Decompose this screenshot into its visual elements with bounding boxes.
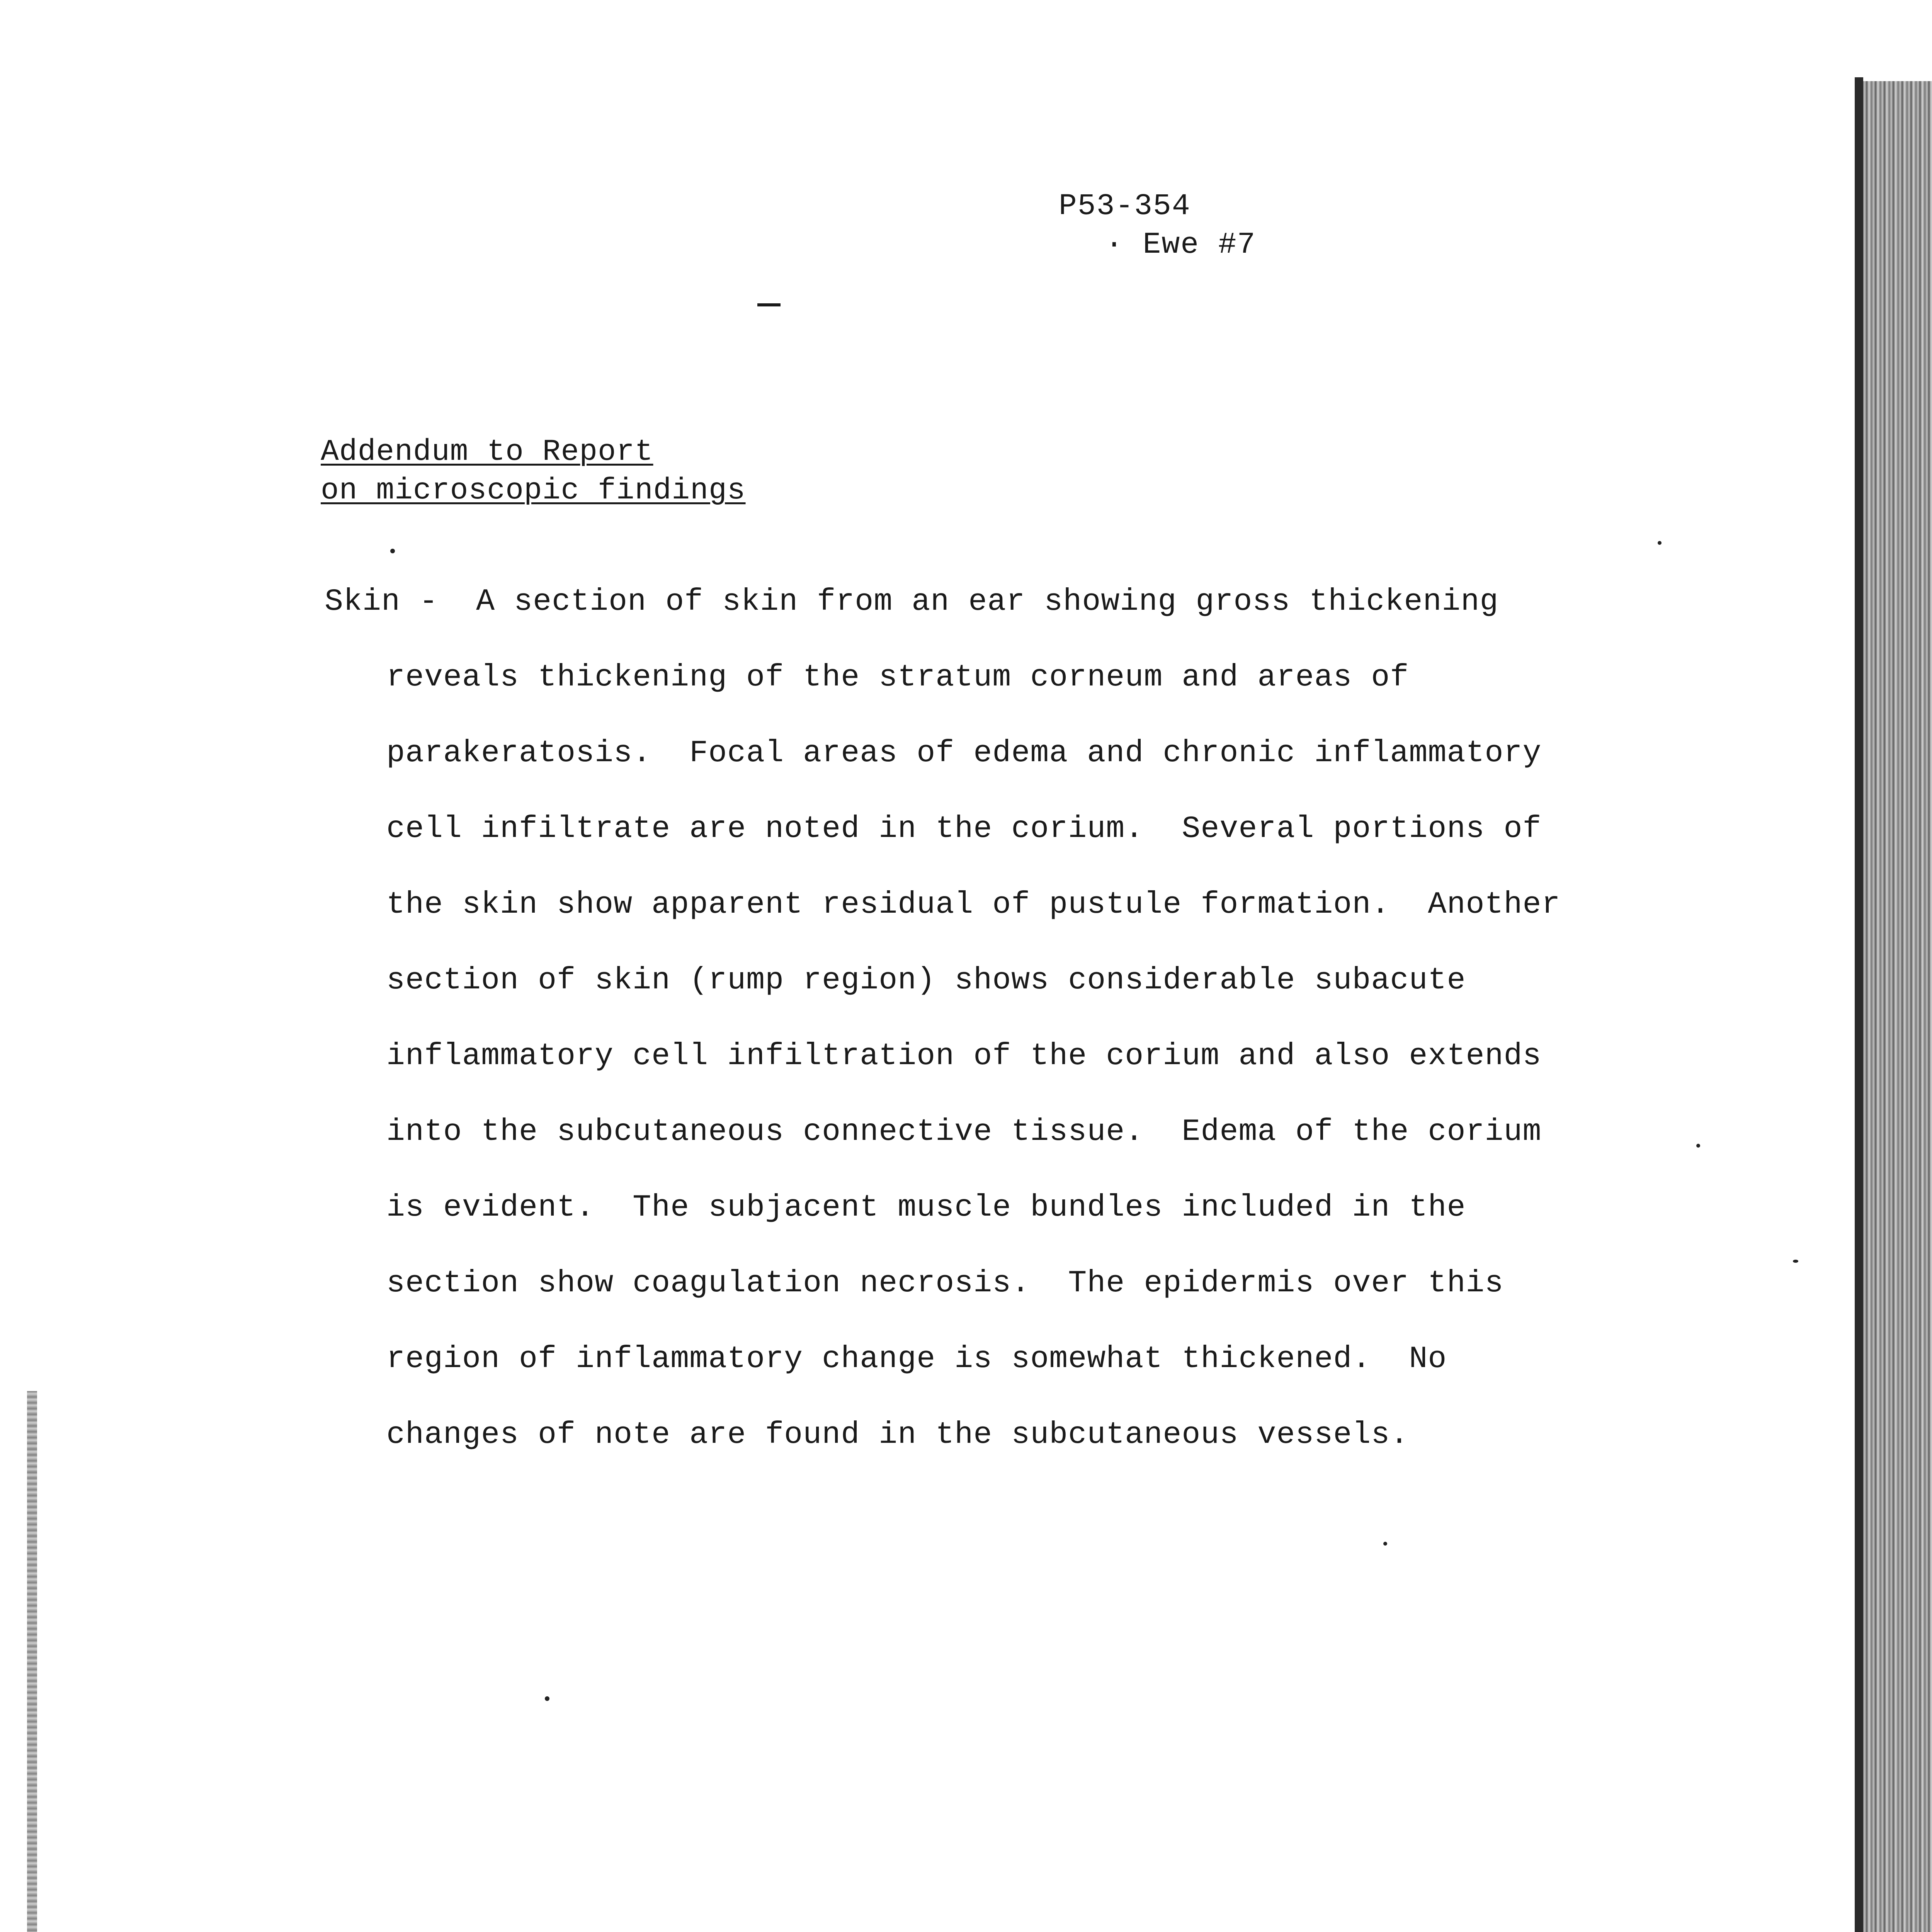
body-line: the skin show apparent residual of pustule formation. Another xyxy=(386,887,1561,922)
scan-speck xyxy=(1793,1260,1798,1263)
scan-speck xyxy=(545,1696,549,1701)
scan-speck xyxy=(1658,541,1662,545)
body-line: section of skin (rump region) shows considerable subacute xyxy=(386,963,1466,998)
body-line: section show coagulation necrosis. The epidermis over this xyxy=(386,1266,1504,1301)
body-line: region of inflammatory change is somewhat thickened. No xyxy=(386,1342,1447,1377)
body-line: parakeratosis. Focal areas of edema and chronic inflammatory xyxy=(386,736,1542,771)
body-line: is evident. The subjacent muscle bundles included in the xyxy=(386,1190,1466,1225)
body-line: into the subcutaneous connective tissue. Edema of the corium xyxy=(386,1114,1542,1150)
body-line: Skin - A section of skin from an ear showing gross thickening xyxy=(325,584,1499,619)
body-line: cell infiltrate are noted in the corium. Several portions of xyxy=(386,811,1542,847)
scan-speck xyxy=(1383,1542,1387,1546)
body-line: reveals thickening of the stratum corneum and areas of xyxy=(386,660,1409,695)
subject-label: · Ewe #7 xyxy=(1105,228,1256,262)
document-title xyxy=(321,433,746,510)
body-line: inflammatory cell infiltration of the corium and also extends xyxy=(386,1039,1542,1074)
scan-speck xyxy=(390,549,395,553)
header-dash xyxy=(757,303,781,306)
scan-edge-left xyxy=(27,1391,37,1932)
title-line: Addendum to Report xyxy=(321,435,653,469)
scan-edge-right-line xyxy=(1855,77,1863,1932)
scan-edge-right xyxy=(1862,81,1932,1932)
scan-speck xyxy=(1696,1144,1700,1148)
reference-number: P53-354 xyxy=(1059,189,1191,223)
body-line: changes of note are found in the subcutaneous vessels. xyxy=(386,1417,1409,1452)
title-line: on microscopic findings xyxy=(321,474,746,508)
report-body xyxy=(325,564,1619,1473)
